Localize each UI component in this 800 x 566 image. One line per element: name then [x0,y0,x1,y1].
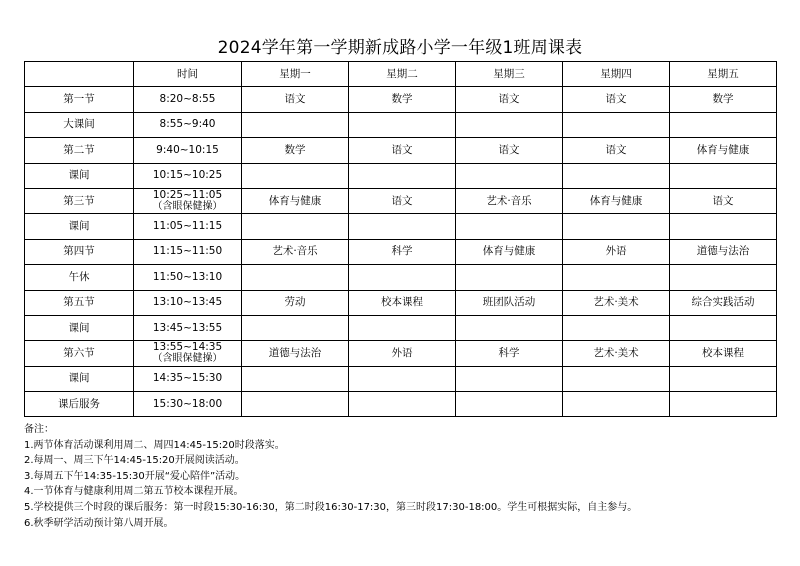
header-time: 时间 [134,62,242,87]
class-cell: 外语 [563,239,670,264]
table-row [25,163,777,188]
period-cell: 第三节 [25,188,134,213]
class-cell [670,265,777,290]
class-cell: 劳动 [242,290,349,315]
header-monday: 星期一 [242,62,349,87]
header-tuesday: 星期二 [349,62,456,87]
header-friday: 星期五 [670,62,777,87]
class-cell [349,112,456,137]
period-cell: 课间 [25,366,134,391]
class-cell: 校本课程 [670,341,777,366]
class-cell: 外语 [349,341,456,366]
period-cell: 课间 [25,163,134,188]
class-cell [456,315,563,340]
notes-heading: 备注： [24,424,54,435]
schedule-table [24,61,777,417]
time-cell [134,366,242,391]
time-range: 8:55~9:40 [159,118,216,131]
table-row [25,138,777,163]
time-range: 10:25~11:05 [152,189,223,202]
class-cell: 语文 [456,87,563,112]
notes-section [24,422,637,531]
table-row [25,366,777,391]
time-note: （含眼保健操） [152,353,223,365]
time-range: 15:30~18:00 [152,397,223,410]
time-cell [134,341,242,366]
time-range: 13:45~13:55 [152,321,223,334]
class-cell [349,366,456,391]
time-cell [134,214,242,239]
time-cell [134,315,242,340]
period-cell: 第六节 [25,341,134,366]
class-cell: 语文 [349,188,456,213]
class-cell [242,392,349,417]
class-cell [670,112,777,137]
time-range: 11:15~11:50 [152,245,223,258]
header-corner [25,62,134,87]
class-cell [242,366,349,391]
class-cell [563,315,670,340]
time-range: 10:15~10:25 [152,169,223,182]
class-cell: 班团队活动 [456,290,563,315]
class-cell: 体育与健康 [456,239,563,264]
class-cell [670,214,777,239]
class-cell: 语文 [242,87,349,112]
note-item: 5.学校提供三个时段的课后服务：第一时段15:30-16:30，第二时段16:30-17:30，第三时段17:30-18:00。学生可根据实际，自主参与。 [24,501,638,513]
class-cell [563,163,670,188]
class-cell: 语文 [563,87,670,112]
class-cell [242,112,349,137]
class-cell: 语文 [563,138,670,163]
class-cell [349,214,456,239]
class-cell: 体育与健康 [242,188,349,213]
class-cell [349,392,456,417]
time-range: 8:20~8:55 [159,93,216,106]
class-cell [349,315,456,340]
class-cell: 数学 [670,87,777,112]
class-cell: 体育与健康 [670,138,777,163]
class-cell [242,265,349,290]
note-item: 1.两节体育活动课利用周二、周四14:45-15:20时段落实。 [24,439,285,451]
class-cell: 科学 [349,239,456,264]
note-item: 4.一节体育与健康利用周二第五节校本课程开展。 [24,486,244,498]
period-cell: 第一节 [25,87,134,112]
class-cell [456,214,563,239]
period-cell: 第四节 [25,239,134,264]
class-cell [349,265,456,290]
page-title: 2024学年第一学期新成路小学一年级1班周课表 [217,38,583,58]
time-range: 13:55~14:35 [152,341,223,354]
class-cell: 艺术·美术 [563,290,670,315]
class-cell [242,214,349,239]
time-cell [134,265,242,290]
time-cell [134,392,242,417]
note-item: 2.每周一、周三下午14:45-15:20开展阅读活动。 [24,455,245,467]
class-cell [456,112,563,137]
header-row [25,62,777,87]
class-cell [563,366,670,391]
time-range: 9:40~10:15 [156,143,219,156]
table-row [25,239,777,264]
note-item: 6.秋季研学活动预计第八周开展。 [24,517,174,529]
class-cell: 数学 [349,87,456,112]
class-cell: 艺术·音乐 [242,239,349,264]
table-row [25,290,777,315]
time-range: 11:05~11:15 [152,220,223,233]
table-row [25,341,777,366]
class-cell [456,265,563,290]
class-cell [563,265,670,290]
class-cell: 语文 [456,138,563,163]
table-row [25,214,777,239]
class-cell [670,366,777,391]
time-cell [134,163,242,188]
period-cell: 课间 [25,315,134,340]
time-range: 13:10~13:45 [152,296,223,309]
period-cell: 课间 [25,214,134,239]
class-cell: 艺术·美术 [563,341,670,366]
class-cell [563,392,670,417]
period-cell: 第五节 [25,290,134,315]
table-row [25,112,777,137]
header-thursday: 星期四 [563,62,670,87]
time-cell [134,290,242,315]
class-cell [242,163,349,188]
class-cell [670,315,777,340]
class-cell: 语文 [670,188,777,213]
time-range: 14:35~15:30 [152,372,223,385]
time-cell [134,112,242,137]
class-cell: 综合实践活动 [670,290,777,315]
class-cell [563,214,670,239]
time-cell [134,239,242,264]
class-cell: 校本课程 [349,290,456,315]
period-cell: 午休 [25,265,134,290]
class-cell [456,163,563,188]
table-row [25,315,777,340]
class-cell: 科学 [456,341,563,366]
table-row [25,87,777,112]
class-cell: 语文 [349,138,456,163]
class-cell [563,112,670,137]
class-cell [242,315,349,340]
time-note: （含眼保健操） [152,201,223,213]
table-row [25,265,777,290]
time-cell [134,138,242,163]
period-cell: 大课间 [25,112,134,137]
class-cell: 道德与法治 [242,341,349,366]
table-row [25,188,777,213]
class-cell [670,163,777,188]
period-cell: 第二节 [25,138,134,163]
time-cell [134,87,242,112]
class-cell [670,392,777,417]
period-cell: 课后服务 [25,392,134,417]
class-cell: 艺术·音乐 [456,188,563,213]
class-cell: 道德与法治 [670,239,777,264]
class-cell: 数学 [242,138,349,163]
time-range: 11:50~13:10 [152,270,223,283]
class-cell [456,392,563,417]
table-row [25,392,777,417]
class-cell [349,163,456,188]
time-cell [134,188,242,213]
class-cell: 体育与健康 [563,188,670,213]
header-wednesday: 星期三 [456,62,563,87]
class-cell [456,366,563,391]
note-item: 3.每周五下午14:35-15:30开展“爱心陪伴”活动。 [24,470,246,482]
